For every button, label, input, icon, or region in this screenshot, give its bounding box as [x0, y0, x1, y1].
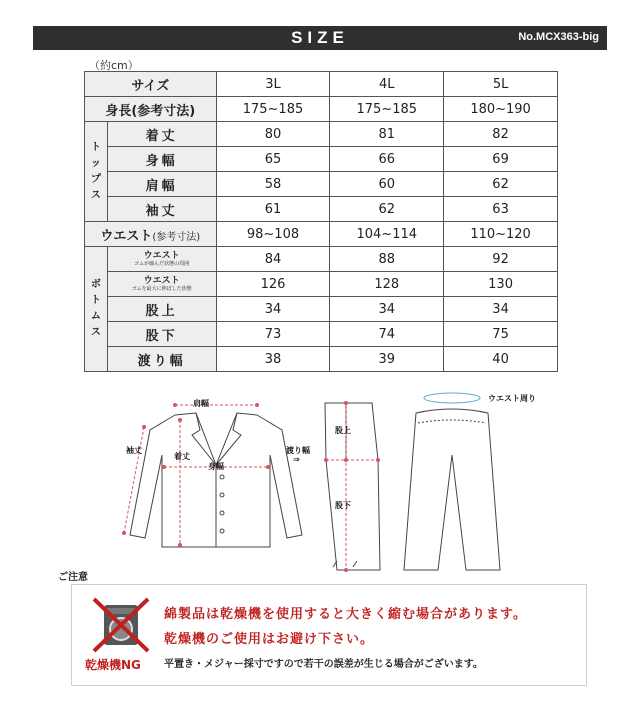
table-cell: 62 [444, 172, 558, 197]
size-header-row [85, 72, 558, 97]
row-label: 渡り幅 [107, 347, 216, 372]
row-note: ゴムが縮んだ状態の周囲 [134, 260, 190, 267]
row-label-waist-stretched [107, 272, 216, 297]
row-label: 着丈 [107, 122, 216, 147]
row-label-waist-relaxed [107, 247, 216, 272]
size-corner-label: サイズ [85, 72, 217, 97]
measurement-diagram [100, 385, 570, 575]
table-cell: 34 [444, 297, 558, 322]
table-cell: 175~185 [330, 97, 444, 122]
row-label: 身幅 [107, 147, 216, 172]
table-cell: 66 [330, 147, 444, 172]
flat-pants-illustration [404, 393, 500, 570]
notice-line-2: 乾燥機のご使用はお避け下さい。 [164, 632, 375, 647]
bottoms-group-label [85, 247, 108, 372]
notice-line-3: 平置き・メジャー採寸ですので若干の誤差が生じる場合がございます。 [164, 659, 483, 670]
row-label: 肩幅 [107, 172, 216, 197]
waist-label: ウエスト [100, 228, 153, 244]
table-cell: 40 [444, 347, 558, 372]
height-label: 身長(参考寸法) [85, 97, 217, 122]
table-cell: 73 [216, 322, 330, 347]
garment-illustrations [100, 385, 570, 575]
tops-row [85, 122, 558, 147]
waist-row [85, 222, 558, 247]
tops-row [85, 172, 558, 197]
width-label: 身幅 [208, 462, 224, 471]
row-label: ウエスト [143, 275, 180, 286]
bottoms-row [85, 347, 558, 372]
size-col-4l: 4L [330, 72, 444, 97]
table-cell: 80 [216, 122, 330, 147]
table-cell: 38 [216, 347, 330, 372]
table-cell: 34 [216, 297, 330, 322]
table-cell: 92 [444, 247, 558, 272]
table-cell: 39 [330, 347, 444, 372]
size-header-bar [33, 26, 607, 50]
table-cell: 62 [330, 197, 444, 222]
table-cell: 75 [444, 322, 558, 347]
table-cell: 81 [330, 122, 444, 147]
size-title: SIZE [291, 28, 349, 47]
table-cell: 175~185 [216, 97, 330, 122]
folded-pants-illustration [325, 403, 380, 570]
table-cell: 180~190 [444, 97, 558, 122]
table-cell: 98~108 [216, 222, 330, 247]
size-col-3l: 3L [216, 72, 330, 97]
row-label: 股下 [107, 322, 216, 347]
waist-label-cell [85, 222, 217, 247]
table-cell: 82 [444, 122, 558, 147]
height-row [85, 97, 558, 122]
no-dryer-icon [90, 597, 152, 653]
bottoms-row [85, 272, 558, 297]
unit-note: （約cm） [89, 59, 139, 72]
waist-around-label: ウエスト周り [488, 394, 536, 403]
notice-box [71, 584, 587, 686]
tops-row [85, 147, 558, 172]
thigh-arrow: ⇒ [293, 455, 300, 464]
thigh-label: 渡り幅 [286, 446, 310, 455]
inseam-label: 股下 [335, 501, 351, 510]
notice-line-1: 綿製品は乾燥機を使用すると大きく縮む場合があります。 [164, 607, 527, 622]
size-col-5l: 5L [444, 72, 558, 97]
bottoms-row [85, 297, 558, 322]
pants-measure-lines [324, 401, 380, 572]
table-cell: 84 [216, 247, 330, 272]
tops-group-label [85, 122, 108, 222]
rise-label: 股上 [335, 426, 351, 435]
bottoms-row [85, 247, 558, 272]
table-cell: 65 [216, 147, 330, 172]
jacket-illustration [130, 413, 302, 547]
table-cell: 60 [330, 172, 444, 197]
table-cell: 88 [330, 247, 444, 272]
table-cell: 61 [216, 197, 330, 222]
table-cell: 126 [216, 272, 330, 297]
table-cell: 110~120 [444, 222, 558, 247]
table-cell: 128 [330, 272, 444, 297]
waist-note: (参考寸法) [152, 231, 201, 243]
table-cell: 63 [444, 197, 558, 222]
bottoms-group-text: ボトムス [90, 279, 101, 338]
model-number: No.MCX363-big [518, 31, 599, 43]
row-label: ウエスト [143, 250, 180, 261]
size-table [84, 71, 558, 372]
table-cell: 58 [216, 172, 330, 197]
tops-group-text: トップス [90, 141, 101, 201]
table-cell: 74 [330, 322, 444, 347]
notice-title: ご注意 [58, 572, 88, 583]
row-note: ゴムを最大に伸ばした状態 [131, 285, 192, 292]
row-label: 袖丈 [107, 197, 216, 222]
length-label: 着丈 [174, 452, 190, 461]
shoulder-label: 肩幅 [193, 399, 209, 408]
jacket-measure-lines [122, 403, 270, 547]
tops-row [85, 197, 558, 222]
bottoms-row [85, 322, 558, 347]
table-cell: 69 [444, 147, 558, 172]
dryer-ng-label: 乾燥機NG [85, 658, 141, 672]
sleeve-label: 袖丈 [126, 446, 142, 455]
table-cell: 34 [330, 297, 444, 322]
row-label: 股上 [107, 297, 216, 322]
table-cell: 104~114 [330, 222, 444, 247]
table-cell: 130 [444, 272, 558, 297]
